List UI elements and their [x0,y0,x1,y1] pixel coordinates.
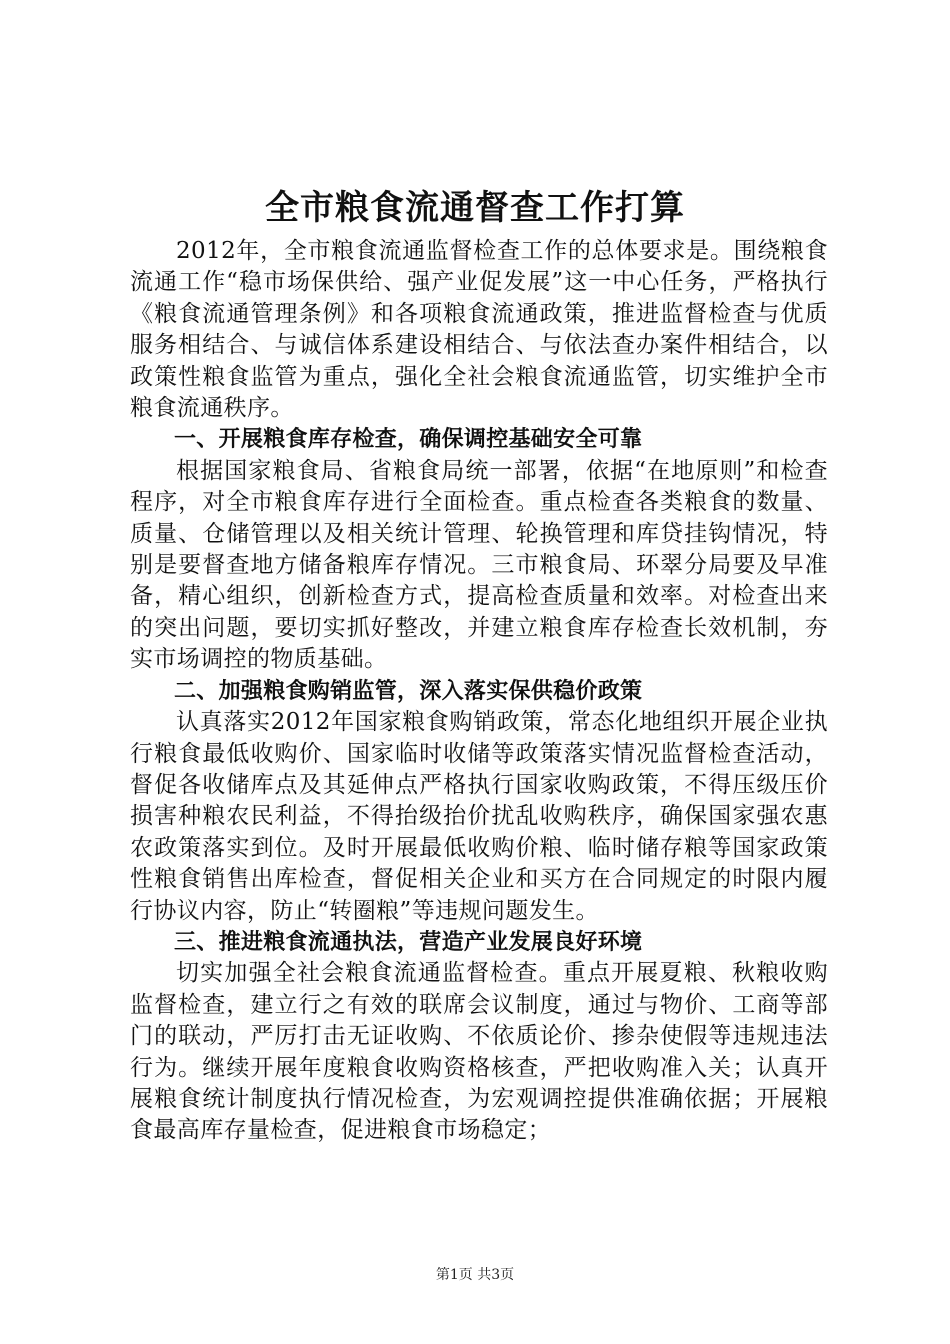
section-paragraph-1: 根据国家粮食局、省粮食局统一部署，依据“在地原则”和检查程序，对全市粮食库存进行全面检查。重点检查各类粮食的数量、质量、仓储管理以及相关统计管理、轮换管理和库贷挂钩情况，特别是要督查地方储备粮库存情况。三市粮食局、环翠分局要及早准备，精心组织，创新检查方式，提高检查质量和效率。对检查出来的突出问题，要切实抓好整改，并建立粮食库存检查长效机制，夯实市场调控的物质基础。 [130,457,828,673]
section-heading-1: 一、开展粮食库存检查，确保调控基础安全可靠 [174,427,643,453]
document-title: 全市粮食流通督查工作打算 [265,188,685,228]
document-body [130,236,828,1147]
section-paragraph-2: 认真落实2012年国家粮食购销政策，常态化地组织开展企业执行粮食最低收购价、国家临时收储等政策落实情况监督检查活动，督促各收储库点及其延伸点严格执行国家收购政策，不得压级压价损害种粮农民利益，不得抬级抬价扰乱收购秩序，确保国家强农惠农政策落实到位。及时开展最低收购价粮、临时储存粮等国家政策性粮食销售出库检查，督促相关企业和买方在合同规定的时限内履行协议内容，防止“转圈粮”等违规问题发生。 [130,709,828,924]
section-heading-3: 三、推进粮食流通执法，营造产业发展良好环境 [174,929,643,955]
page-footer: 第1页 共3页 [435,1267,515,1283]
section-paragraph-3: 切实加强全社会粮食流通监督检查。重点开展夏粮、秋粮收购监督检查，建立行之有效的联席会议制度，通过与物价、工商等部门的联动，严厉打击无证收购、不依质论价、掺杂使假等违规违法行为。继续开展年度粮食收购资格核查，严把收购准入关；认真开展粮食统计制度执行情况检查，为宏观调控提供准确依据；开展粮食最高库存量检查，促进粮食市场稳定； [130,960,828,1144]
section-heading-2: 二、加强粮食购销监管，深入落实保供稳价政策 [174,678,643,704]
intro-paragraph: 2012年，全市粮食流通监督检查工作的总体要求是。围绕粮食流通工作“稳市场保供给、强产业促发展”这一中心任务，严格执行《粮食流通管理条例》和各项粮食流通政策，推进监督检查与优质服务相结合、与诚信体系建设相结合、与依法查办案件相结合，以政策性粮食监管为重点，强化全社会粮食流通监管，切实维护全市粮食流通秩序。 [130,238,828,422]
